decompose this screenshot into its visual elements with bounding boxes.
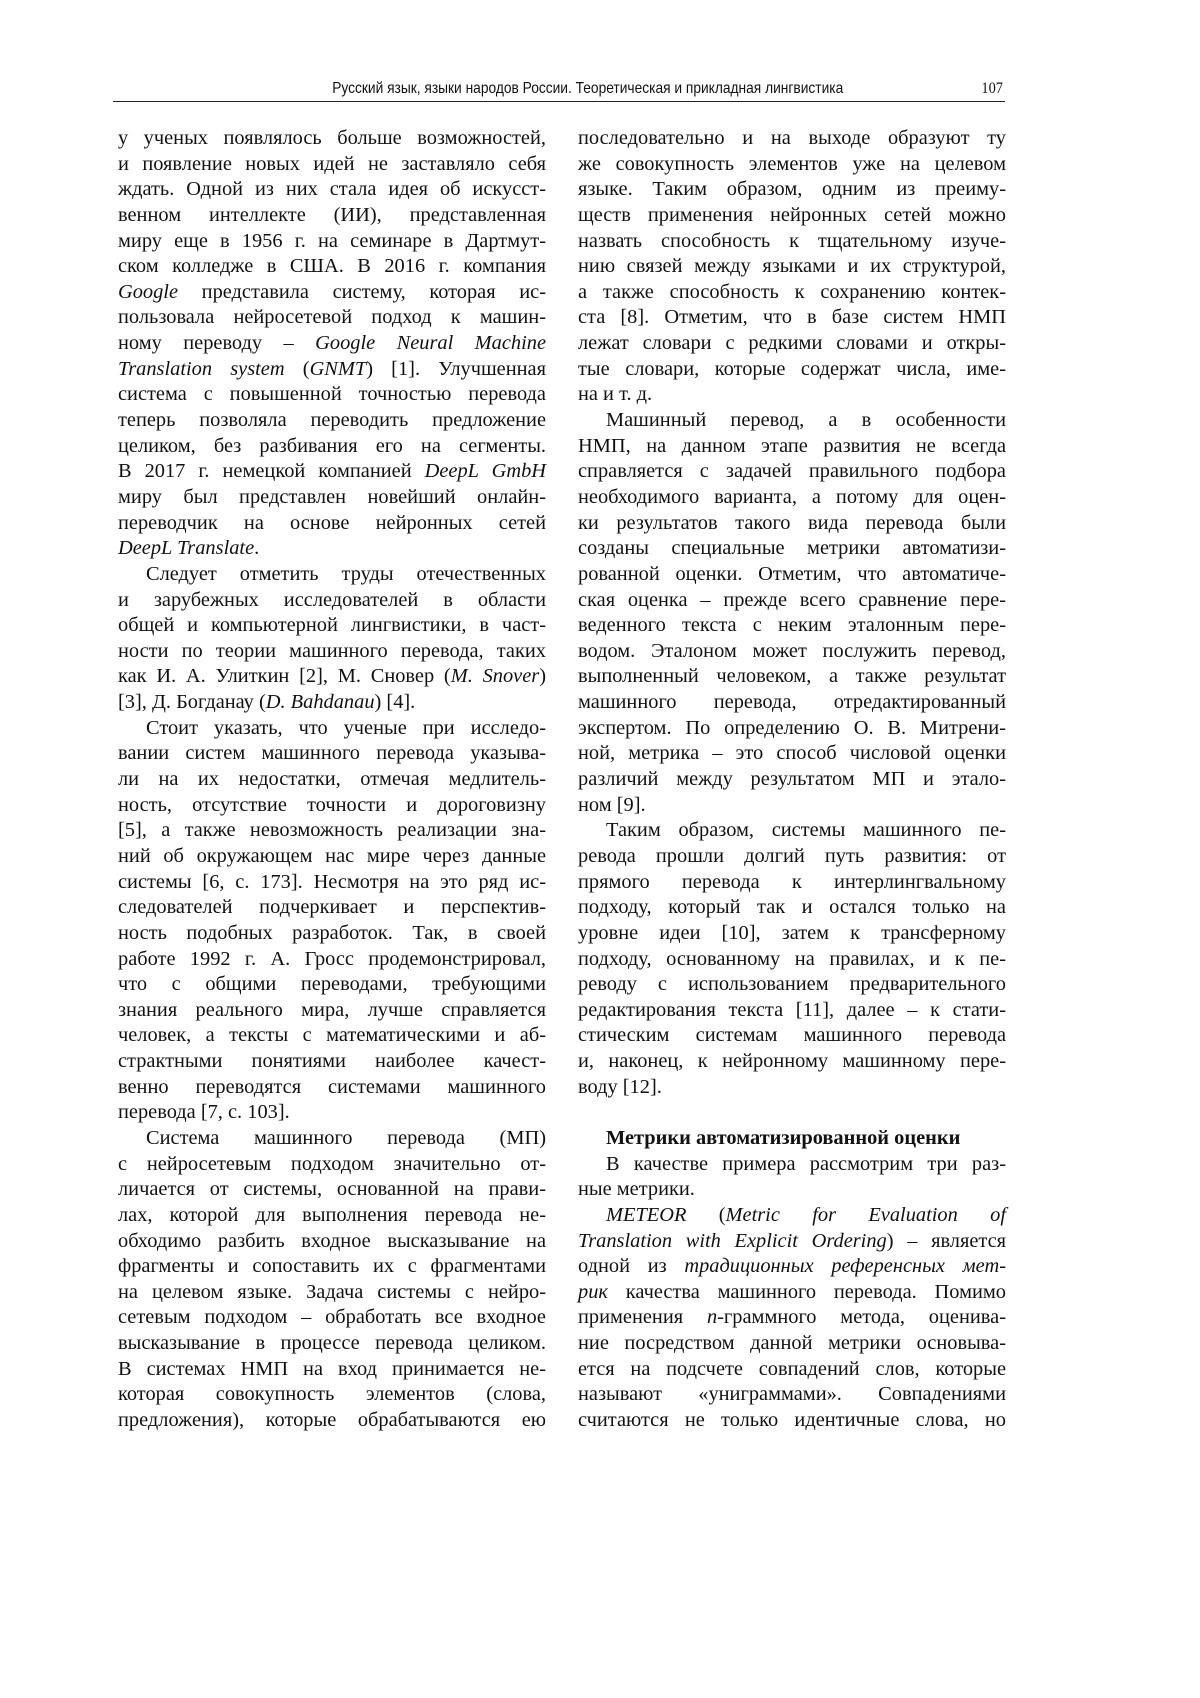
text-run: подходу, который так и остался только на [578, 896, 1006, 918]
text-run: ли на их недостатки, отмечая медлитель- [118, 768, 546, 790]
text-line [578, 331, 1006, 357]
text-line [118, 229, 546, 255]
text-run: общей и компьютерной лингвистики, в част- [118, 614, 546, 636]
text-line [578, 1382, 1006, 1408]
text-run: необходимого варианта, а потому для оцен- [578, 486, 1006, 508]
text-line [578, 741, 1006, 767]
text-line [578, 870, 1006, 896]
text-run: ные метрики. [578, 1178, 695, 1200]
italic-text: GNMT [310, 358, 367, 380]
text-line [118, 1382, 546, 1408]
text-run: лежат словари с редкими словами и откры- [578, 332, 1006, 354]
text-run: Стоит указать, что ученые при исследо- [146, 717, 546, 739]
text-run: теперь позволяла переводить предложение [118, 409, 546, 431]
text-run: ется на подсчете совпадений слов, которые [578, 1358, 1006, 1380]
text-run: ском колледже в США. В 2016 г. компания [118, 255, 546, 277]
text-run: ) [539, 665, 546, 687]
text-line [578, 434, 1006, 460]
text-line [118, 844, 546, 870]
text-run: В системах НМП на вход принимается не- [118, 1358, 546, 1380]
text-line [578, 716, 1006, 742]
text-line [578, 357, 1006, 383]
text-run: фрагменты и сопоставить их с фрагментами [118, 1255, 546, 1277]
text-line [118, 203, 546, 229]
text-run: качества машинного перевода. Помимо [608, 1281, 1006, 1303]
text-run: Следует отметить труды отечественных [146, 563, 546, 585]
text-run: и, наконец, к нейронному машинному пере- [578, 1050, 1006, 1072]
text-line [578, 1152, 1006, 1178]
text-run: перевода [7, с. 103]. [118, 1101, 290, 1123]
text-line [578, 511, 1006, 537]
text-run: воду [12]. [578, 1076, 662, 1098]
text-run: миру еще в 1956 г. на семинаре в Дартмут- [118, 230, 546, 252]
text-run: венном интеллекте (ИИ), представленная [118, 204, 546, 226]
text-run: а также способность к сохранению контек- [578, 281, 1006, 303]
text-run: подходу, основанному на правилах, и к пе- [578, 948, 1006, 970]
text-run: системы [6, с. 173]. Несмотря на это ряд ис- [118, 871, 546, 893]
text-line [118, 1357, 546, 1383]
text-run: назвать способность к тщательному изуче- [578, 230, 1006, 252]
text-line [578, 562, 1006, 588]
text-run: ность подобных разработок. Так, в своей [118, 922, 546, 944]
text-run: целиком, без разбивания его на сегменты. [118, 435, 546, 457]
text-line [578, 895, 1006, 921]
italic-text: METEOR [606, 1204, 686, 1226]
text-line [118, 921, 546, 947]
text-run: знания реального мира, лучше справляется [118, 999, 546, 1021]
text-run: [5], а также невозможность реализации зна- [118, 819, 546, 841]
text-line [118, 741, 546, 767]
text-run: ности по теории машинного перевода, таких [118, 640, 546, 662]
text-line [578, 664, 1006, 690]
text-run: же совокупность элементов уже на целевом [578, 153, 1006, 175]
text-run: сетевым подходом – обработать все входное [118, 1306, 546, 1328]
text-line [118, 434, 546, 460]
text-run: миру был представлен новейший онлайн- [118, 486, 546, 508]
text-run: ( [285, 358, 310, 380]
text-line [578, 588, 1006, 614]
italic-text: Translation with Explicit Ordering [578, 1230, 887, 1252]
page-number: 107 [981, 80, 1003, 98]
italic-text: n [707, 1306, 717, 1328]
text-run: на целевом языке. Задача системы с нейро- [118, 1281, 546, 1303]
text-line [578, 793, 1006, 819]
text-run: на и т. д. [578, 383, 652, 405]
text-line [578, 1280, 1006, 1306]
text-line [578, 177, 1006, 203]
text-line [578, 254, 1006, 280]
blank-line [578, 1100, 1006, 1126]
text-line [118, 357, 546, 383]
text-line [578, 459, 1006, 485]
text-run: ) [4]. [375, 691, 416, 713]
text-line [578, 844, 1006, 870]
text-run: [3], Д. Богданау ( [118, 691, 266, 713]
text-line [118, 818, 546, 844]
text-run: следователей подчеркивает и перспектив- [118, 896, 546, 918]
text-run: Таким образом, системы машинного пе- [606, 819, 1006, 841]
text-run: -граммного метода, оценива- [717, 1306, 1006, 1328]
text-run: экспертом. По определению О. В. Митрени- [578, 717, 1006, 739]
text-line [118, 1049, 546, 1075]
text-line [118, 947, 546, 973]
italic-text: DeepL GmbH [425, 460, 546, 482]
text-line [578, 280, 1006, 306]
text-line [118, 1280, 546, 1306]
text-line [118, 485, 546, 511]
text-run: страктными понятиями наиболее качест- [118, 1050, 546, 1072]
text-run: выполненный человеком, а также результат [578, 665, 1006, 687]
text-run: ста [8]. Отметим, что в базе систем НМП [578, 306, 1006, 328]
text-line [578, 1305, 1006, 1331]
text-run: Система машинного перевода (МП) [146, 1127, 546, 1149]
italic-text: Google Neural Machine [315, 332, 546, 354]
text-line [118, 1152, 546, 1178]
text-run: как И. А. Улиткин [2], М. Сновер ( [118, 665, 451, 687]
text-run: . [254, 537, 259, 559]
text-run: называют «униграммами». Совпадениями [578, 1383, 1006, 1405]
text-line [578, 639, 1006, 665]
text-line [118, 126, 546, 152]
text-run: НМП, на данном этапе развития не всегда [578, 435, 1006, 457]
text-line [578, 1023, 1006, 1049]
text-run: считаются не только идентичные слова, но [578, 1409, 1006, 1431]
text-run: вании систем машинного перевода указыва- [118, 742, 546, 764]
text-line [118, 767, 546, 793]
italic-text: Translation system [118, 358, 285, 380]
text-run: которая совокупность элементов (слова, [118, 1383, 546, 1405]
text-run: ном [9]. [578, 794, 646, 816]
italic-text: традиционных референсных мет- [684, 1255, 1006, 1277]
text-run: тые словари, которые содержат числа, име- [578, 358, 1006, 380]
text-run: ская оценка – прежде всего сравнение пере- [578, 589, 1006, 611]
text-line [118, 382, 546, 408]
text-run: одной из [578, 1255, 684, 1277]
text-line [118, 1100, 546, 1126]
text-run: и зарубежных исследователей в области [118, 589, 546, 611]
running-header [113, 80, 1005, 102]
text-run: стическим системам машинного перевода [578, 1024, 1006, 1046]
text-line [118, 690, 546, 716]
text-run: венно переводятся системами машинного [118, 1076, 546, 1098]
text-run: ждать. Одной из них стала идея об искусст- [118, 178, 546, 200]
text-line [118, 1203, 546, 1229]
text-run: ность, отсутствие точности и дороговизну [118, 794, 546, 816]
text-run: пользовала нейросетевой подход к машин- [118, 306, 546, 328]
text-run: применения [578, 1306, 707, 1328]
text-line [118, 254, 546, 280]
text-run: ( [686, 1204, 725, 1226]
text-run: что с общими переводами, требующими [118, 973, 546, 995]
text-line [118, 1023, 546, 1049]
text-run: водом. Эталоном может послужить перевод, [578, 640, 1006, 662]
text-run: В 2017 г. немецкой компанией [118, 460, 425, 482]
text-line [578, 408, 1006, 434]
italic-text: DeepL Translate [118, 537, 254, 559]
text-run: справляется с задачей правильного подбора [578, 460, 1006, 482]
text-run: предложения), которые обрабатываются ею [118, 1409, 546, 1431]
text-run: человек, а тексты с математическими и аб- [118, 1024, 546, 1046]
text-run: различий между результатом МП и этало- [578, 768, 1006, 790]
text-run: ществ применения нейронных сетей можно [578, 204, 1006, 226]
text-line [118, 613, 546, 639]
right-column [578, 126, 1006, 1434]
text-run: ) – является [887, 1230, 1006, 1252]
text-run: ному переводу – [118, 332, 315, 354]
text-line [118, 1331, 546, 1357]
text-run: ной, метрика – это способ числовой оценки [578, 742, 1006, 764]
text-line [118, 639, 546, 665]
text-line [578, 921, 1006, 947]
text-line [578, 126, 1006, 152]
text-run: лах, которой для выполнения перевода не- [118, 1204, 546, 1226]
text-line [118, 511, 546, 537]
text-run: и появление новых идей не заставляло себя [118, 153, 546, 175]
text-line [118, 459, 546, 485]
text-run: обходимо разбить входное высказывание на [118, 1230, 546, 1252]
text-line [118, 793, 546, 819]
text-line [578, 152, 1006, 178]
text-line [578, 767, 1006, 793]
text-line [118, 1229, 546, 1255]
italic-text: D. Bahdanau [266, 691, 375, 713]
text-line [578, 485, 1006, 511]
text-line [118, 305, 546, 331]
text-line [578, 1331, 1006, 1357]
text-line [118, 1075, 546, 1101]
text-line [118, 588, 546, 614]
text-run: ние посредством данной метрики основыва- [578, 1332, 1006, 1354]
text-run: машинного перевода, отредактированный [578, 691, 1006, 713]
text-run: переводчик на основе нейронных сетей [118, 512, 546, 534]
text-line [118, 972, 546, 998]
text-line [578, 229, 1006, 255]
text-run: прямого перевода к интерлингвальному [578, 871, 1006, 893]
text-line [578, 1203, 1006, 1229]
text-line [118, 280, 546, 306]
text-line [118, 152, 546, 178]
text-run: представила систему, которая ис- [178, 281, 546, 303]
text-line [118, 1126, 546, 1152]
text-run: личается от системы, основанной на прави- [118, 1178, 546, 1200]
text-line [578, 305, 1006, 331]
italic-text: рик [578, 1281, 608, 1303]
text-line [578, 1357, 1006, 1383]
text-run: у ученых появлялось больше возможностей, [118, 127, 546, 149]
text-line [118, 1254, 546, 1280]
text-line [578, 613, 1006, 639]
text-line [578, 1408, 1006, 1434]
italic-text: Google [118, 281, 178, 303]
text-line [578, 1229, 1006, 1255]
text-run: с нейросетевым подходом значительно от- [118, 1153, 546, 1175]
text-line [578, 690, 1006, 716]
text-run: рованной оценки. Отметим, что автоматиче- [578, 563, 1006, 585]
text-run: высказывание в процессе перевода целиком. [118, 1332, 546, 1354]
text-run: уровне идеи [10], затем к трансферному [578, 922, 1006, 944]
journal-title: Русский язык, языки народов России. Теоретическая и прикладная лингвистика [332, 80, 843, 98]
text-run: редактирования текста [11], далее – к стати- [578, 999, 1006, 1021]
text-line [578, 382, 1006, 408]
text-line [118, 562, 546, 588]
text-line [118, 1177, 546, 1203]
text-run: В качестве примера рассмотрим три раз- [606, 1153, 1006, 1175]
text-run: веденного текста с неким эталонным пере- [578, 614, 1006, 636]
text-run: работе 1992 г. А. Гросс продемонстрировал, [118, 948, 546, 970]
text-run: ) [1]. Улучшенная [366, 358, 546, 380]
text-line [118, 1305, 546, 1331]
text-line [578, 1177, 1006, 1203]
text-line [118, 664, 546, 690]
text-line [578, 972, 1006, 998]
text-run: ревода прошли долгий путь развития: от [578, 845, 1006, 867]
section-heading: Метрики автоматизированной оценки [578, 1126, 1006, 1152]
italic-text: M. Snover [451, 665, 539, 687]
text-run: ки результатов такого вида перевода были [578, 512, 1006, 534]
text-line [118, 177, 546, 203]
italic-text: Metric for Evaluation of [726, 1204, 1006, 1226]
text-run: созданы специальные метрики автоматизи- [578, 537, 1006, 559]
text-line [578, 536, 1006, 562]
left-column [118, 126, 546, 1434]
text-run: ний об окружающем нас мире через данные [118, 845, 546, 867]
text-run: реводу с использованием предварительного [578, 973, 1006, 995]
text-line [578, 203, 1006, 229]
text-run: последовательно и на выходе образуют ту [578, 127, 1006, 149]
text-line [578, 998, 1006, 1024]
text-line [578, 947, 1006, 973]
text-line [118, 998, 546, 1024]
text-line [118, 870, 546, 896]
text-line [118, 895, 546, 921]
text-run: система с повышенной точностью перевода [118, 383, 546, 405]
text-line [118, 408, 546, 434]
text-line [578, 1049, 1006, 1075]
text-line [118, 536, 546, 562]
text-run: языке. Таким образом, одним из преиму- [578, 178, 1006, 200]
text-run: Машинный перевод, а в особенности [606, 409, 1006, 431]
text-line [578, 1254, 1006, 1280]
text-line [118, 1408, 546, 1434]
text-line [118, 716, 546, 742]
text-line [578, 1075, 1006, 1101]
text-line [118, 331, 546, 357]
text-run: нию связей между языками и их структурой, [578, 255, 1006, 277]
text-line [578, 818, 1006, 844]
